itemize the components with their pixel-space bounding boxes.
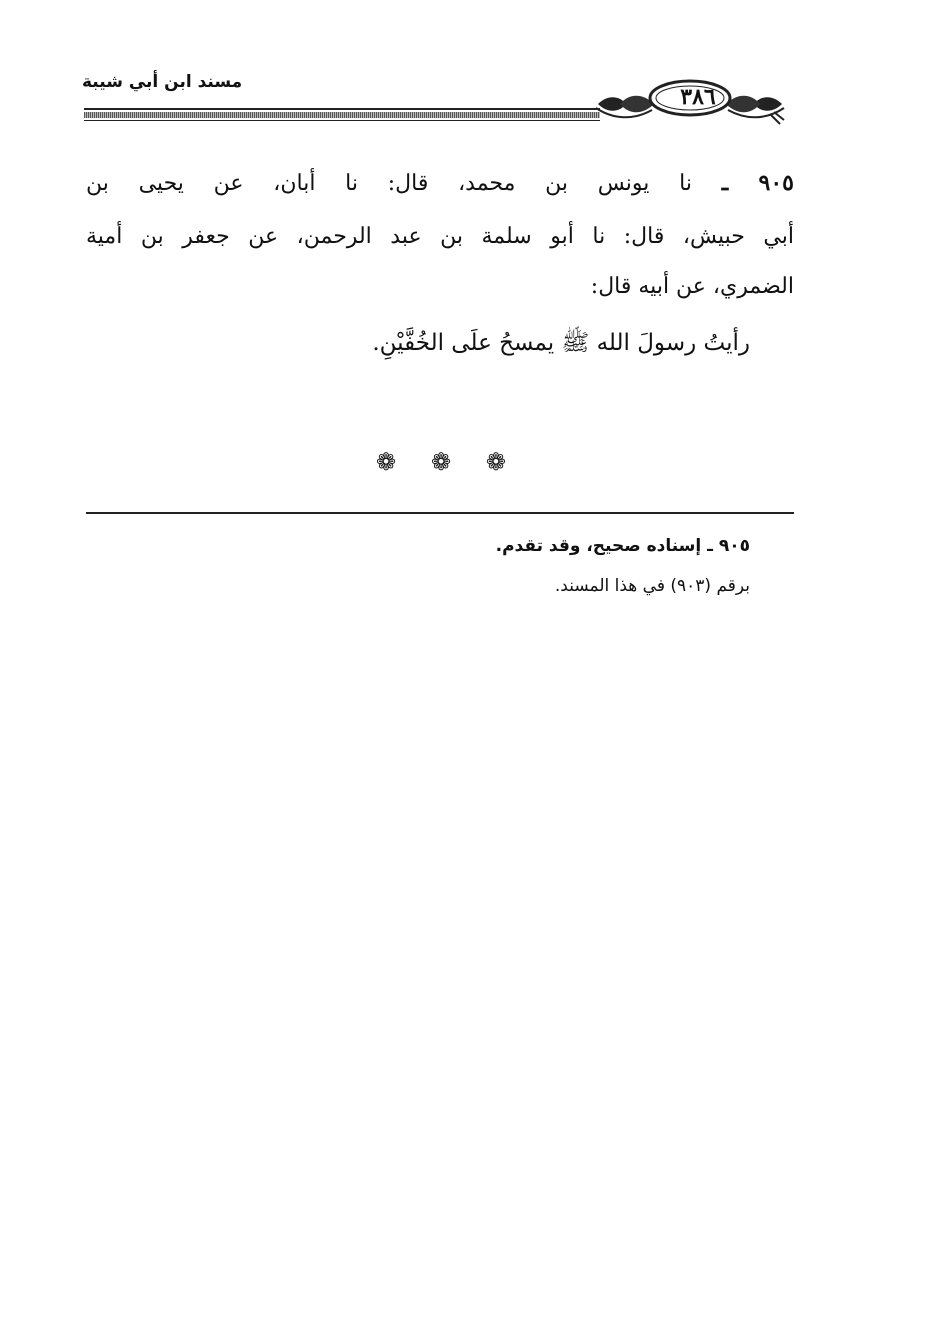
hadith-block <box>86 170 794 370</box>
header-rule <box>84 108 600 122</box>
page-number: ٣٨٦ <box>680 84 716 110</box>
flower-ornament-icon: ❁ <box>430 448 452 476</box>
flower-ornament-icon: ❁ <box>376 448 397 476</box>
section-separator <box>376 448 506 476</box>
chain-line-1 <box>86 170 794 196</box>
chain-line-3: الضمري، عن أبيه قال: <box>590 274 794 299</box>
hadith-number: ٩٠٥ ـ <box>721 170 794 196</box>
footnote-line-1 <box>496 536 750 556</box>
chain-line-2: أبي حبيش، قال: نا أبو سلمة بن عبد الرحمن، عن جعفر بن أمية <box>86 224 794 249</box>
footnote-number: ٩٠٥ ـ <box>707 536 750 556</box>
footnote-block <box>200 536 750 606</box>
chain-text-1: نا يونس بن محمد، قال: نا أبان، عن يحيى بن <box>86 171 692 196</box>
footnote-divider <box>86 512 794 514</box>
hadith-text: رأيتُ رسولَ الله ﷺ يمسحُ علَى الخُفَّيْنِ. <box>372 330 750 356</box>
running-title: مسند ابن أبي شيبة <box>82 72 243 92</box>
footnote-text-1: إسناده صحيح، وقد تقدم. <box>495 536 702 556</box>
footnote-line-2: برقم (٩٠٣) في هذا المسند. <box>554 576 750 596</box>
flower-ornament-icon: ❁ <box>485 448 506 476</box>
